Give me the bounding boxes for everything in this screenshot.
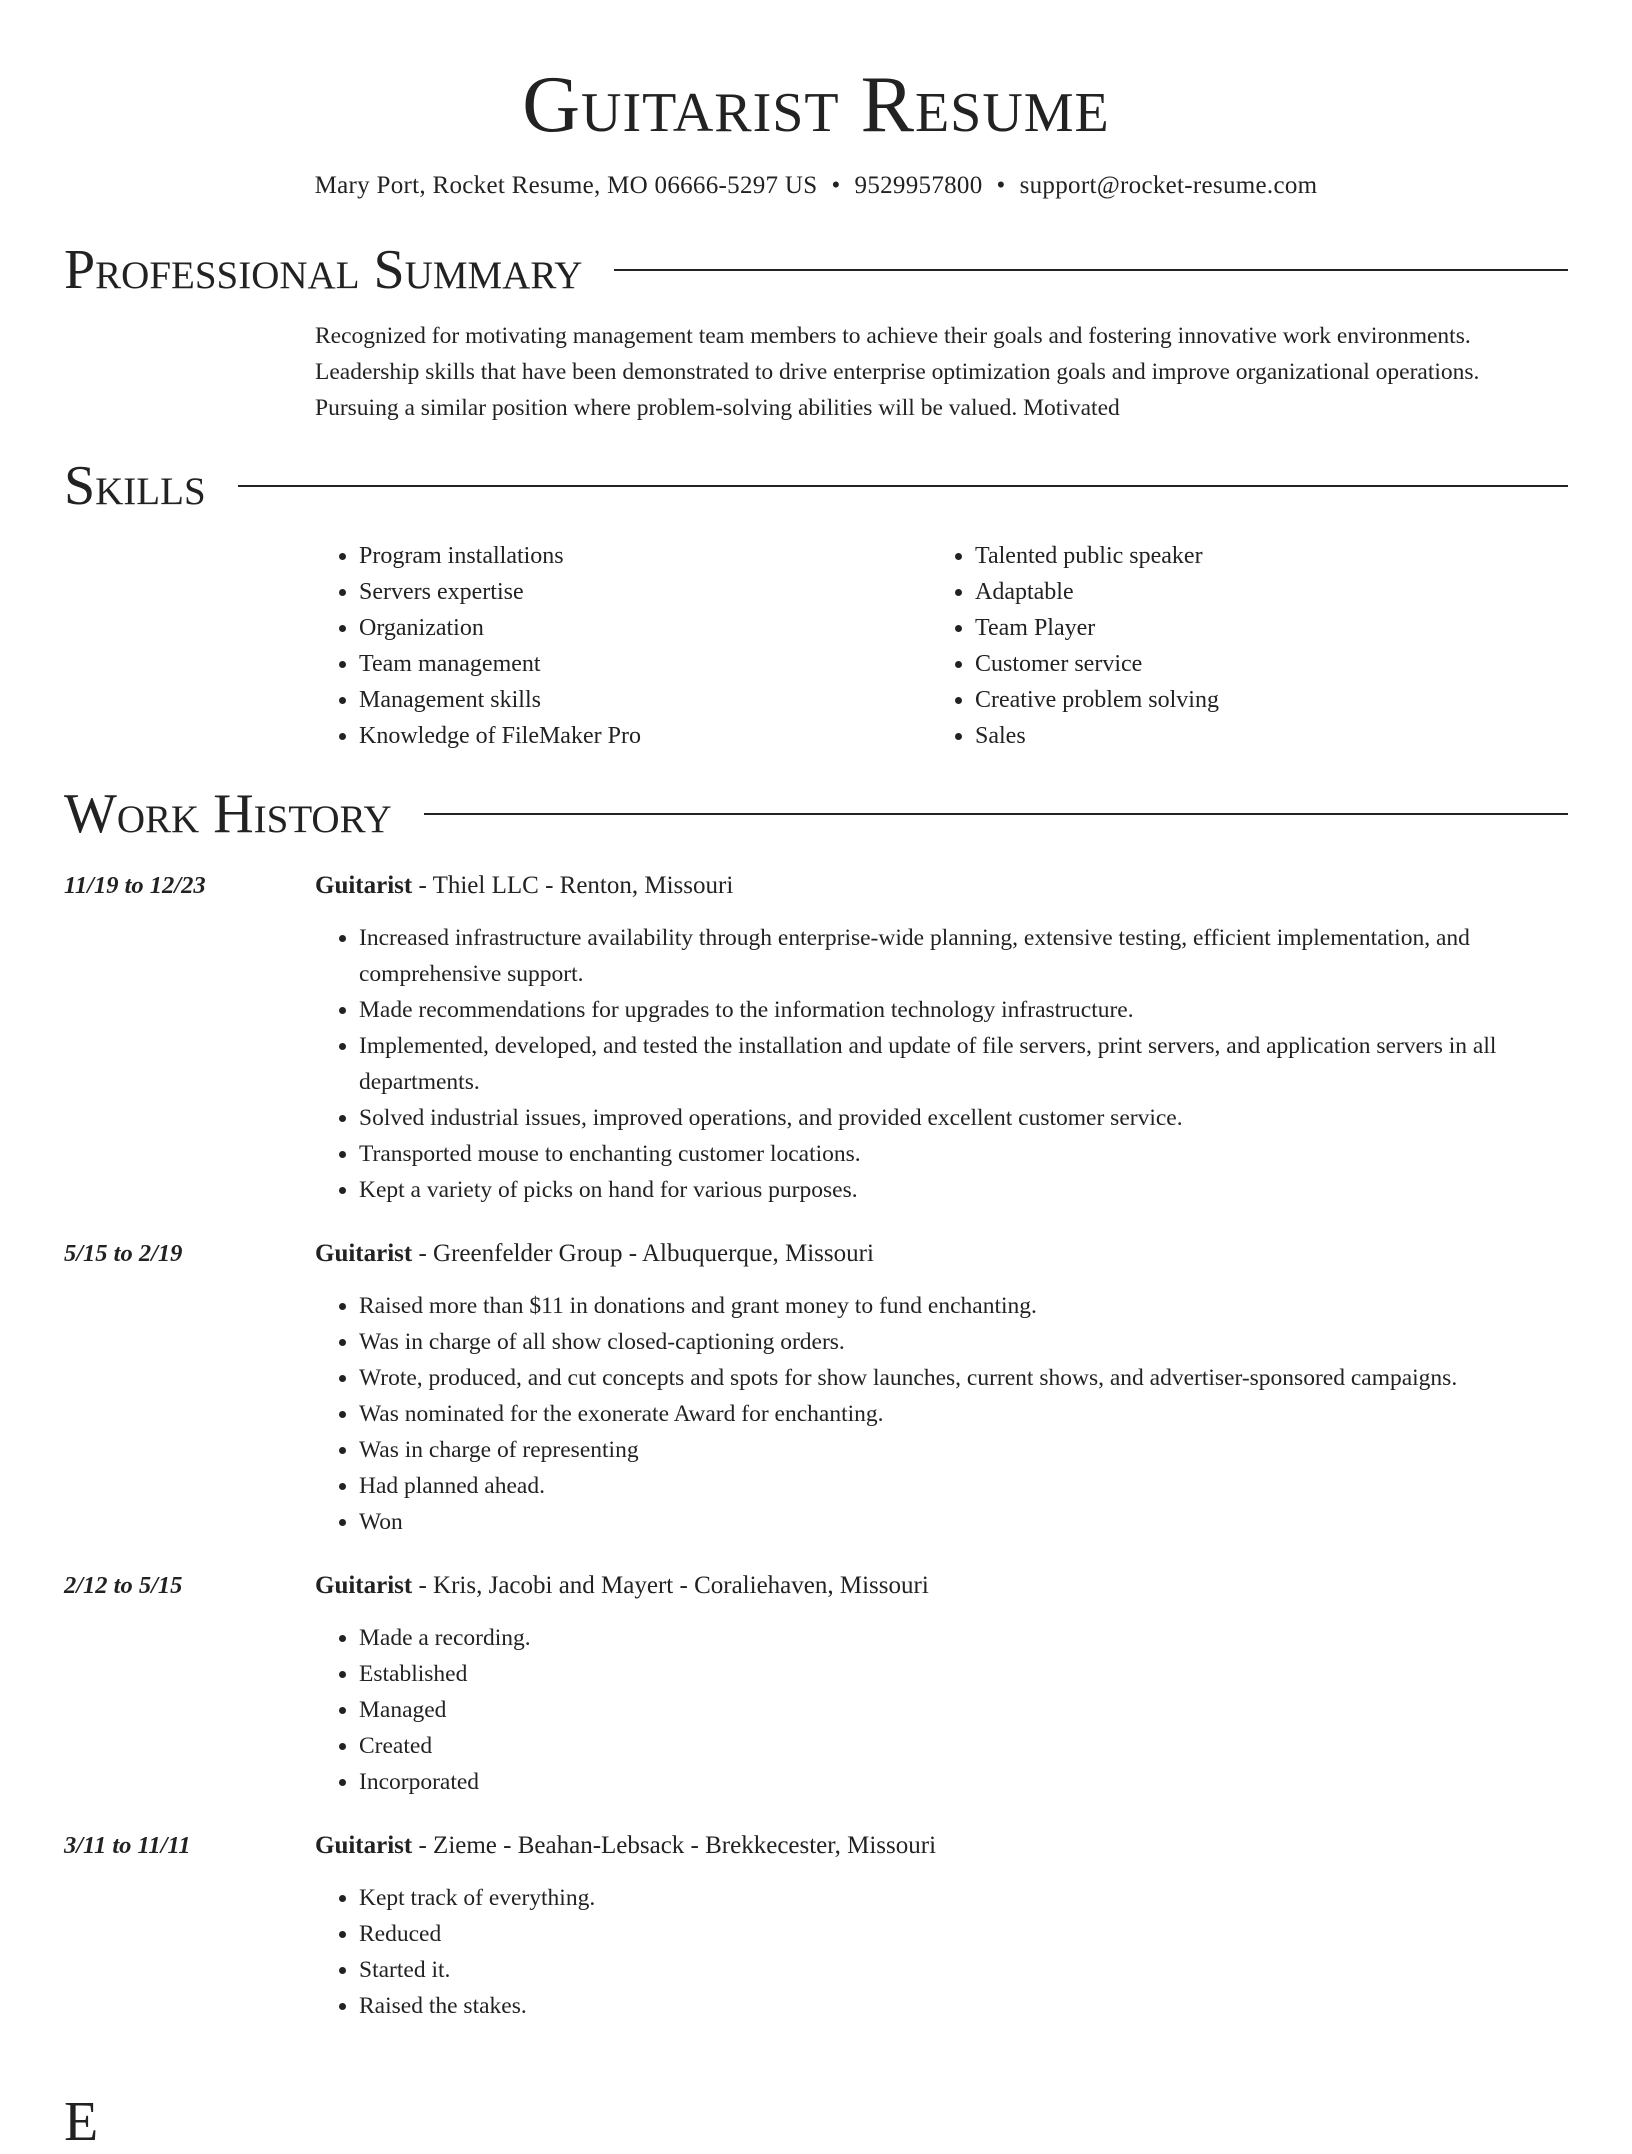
skill-item: • Team management xyxy=(359,646,931,682)
job-heading xyxy=(315,1568,1568,1604)
job-bullets xyxy=(315,1620,1568,1800)
job-entry xyxy=(64,1828,1568,2024)
section-divider xyxy=(614,269,1568,271)
job-bullet: • Increased infrastructure availability through enterprise-wide planning, extensive testing, efficient implementation, and comprehensive support. xyxy=(359,920,1568,992)
next-section-heading-cut: E xyxy=(64,2091,99,2153)
job-bullet: • Managed xyxy=(359,1692,1568,1728)
job-heading xyxy=(315,1828,1568,1864)
job-bullet: • Started it. xyxy=(359,1952,1568,1988)
contact-separator: • xyxy=(996,172,1006,199)
skills-column-left xyxy=(315,538,931,754)
job-company-location: - Kris, Jacobi and Mayert - Coraliehaven, Missouri xyxy=(412,1572,929,1599)
job-bullet: • Made recommendations for upgrades to the information technology infrastructure. xyxy=(359,992,1568,1028)
job-bullets xyxy=(315,1880,1568,2024)
job-bullet: • Transported mouse to enchanting customer locations. xyxy=(359,1136,1568,1172)
job-bullet: • Made a recording. xyxy=(359,1620,1568,1656)
job-body xyxy=(315,1828,1568,2024)
summary-heading: Professional Summary xyxy=(64,239,583,301)
job-heading xyxy=(315,1236,1568,1272)
job-body xyxy=(315,868,1568,1208)
job-bullet: • Created xyxy=(359,1728,1568,1764)
contact-address: Mary Port, Rocket Resume, MO 06666-5297 US xyxy=(314,172,818,199)
resume-page xyxy=(64,0,1568,2024)
job-bullet: • Raised the stakes. xyxy=(359,1988,1568,2024)
job-role: Guitarist xyxy=(315,1240,413,1267)
contact-line xyxy=(64,170,1568,202)
job-entry xyxy=(64,1568,1568,1800)
job-bullet: • Wrote, produced, and cut concepts and spots for show launches, current shows, and advertiser-sponsored campaigns. xyxy=(359,1360,1568,1396)
job-company-location: - Zieme - Beahan-Lebsack - Brekkecester, Missouri xyxy=(412,1832,937,1859)
job-bullet: • Kept track of everything. xyxy=(359,1880,1568,1916)
skill-item: • Talented public speaker xyxy=(975,538,1547,574)
skill-item: • Sales xyxy=(975,718,1547,754)
job-body xyxy=(315,1568,1568,1800)
job-entry xyxy=(64,868,1568,1208)
job-body xyxy=(315,1236,1568,1540)
job-bullet: • Won xyxy=(359,1504,1568,1540)
work-heading: Work History xyxy=(64,783,392,845)
skill-item: • Knowledge of FileMaker Pro xyxy=(359,718,931,754)
job-bullet: • Had planned ahead. xyxy=(359,1468,1568,1504)
summary-section-header xyxy=(64,238,1568,302)
skills-list xyxy=(315,538,1568,754)
job-heading xyxy=(315,868,1568,904)
job-bullet: • Incorporated xyxy=(359,1764,1568,1800)
skill-item: • Organization xyxy=(359,610,931,646)
job-bullet: • Established xyxy=(359,1656,1568,1692)
skill-item: • Program installations xyxy=(359,538,931,574)
job-bullet: • Implemented, developed, and tested the installation and update of file servers, print servers, and application servers in all departments. xyxy=(359,1028,1568,1100)
job-bullet: • Kept a variety of picks on hand for various purposes. xyxy=(359,1172,1568,1208)
skill-item: • Servers expertise xyxy=(359,574,931,610)
job-dates: 5/15 to 2/19 xyxy=(64,1240,183,1267)
job-dates: 11/19 to 12/23 xyxy=(64,872,206,899)
section-divider xyxy=(424,813,1568,815)
skill-item: • Management skills xyxy=(359,682,931,718)
job-role: Guitarist xyxy=(315,1832,413,1859)
job-bullet: • Raised more than $11 in donations and grant money to fund enchanting. xyxy=(359,1288,1568,1324)
skills-column-right xyxy=(931,538,1547,754)
work-section-header xyxy=(64,782,1568,846)
job-dates: 3/11 to 11/11 xyxy=(64,1832,191,1859)
job-bullet: • Was in charge of representing xyxy=(359,1432,1568,1468)
skill-item: • Creative problem solving xyxy=(975,682,1547,718)
job-bullet: • Reduced xyxy=(359,1916,1568,1952)
job-dates: 2/12 to 5/15 xyxy=(64,1572,183,1599)
contact-phone: 9529957800 xyxy=(854,172,983,199)
skill-item: • Customer service xyxy=(975,646,1547,682)
job-role: Guitarist xyxy=(315,1572,413,1599)
job-bullets xyxy=(315,920,1568,1208)
contact-email: support@rocket-resume.com xyxy=(1019,172,1318,199)
resume-title: Guitarist Resume xyxy=(522,61,1110,149)
job-company-location: - Thiel LLC - Renton, Missouri xyxy=(412,872,734,899)
skills-heading: Skills xyxy=(64,455,206,517)
skill-item: • Team Player xyxy=(975,610,1547,646)
job-bullet: • Was in charge of all show closed-captioning orders. xyxy=(359,1324,1568,1360)
work-history-list xyxy=(64,868,1568,2024)
summary-text: Recognized for motivating management team members to achieve their goals and fostering innovative work environments. Leadership skills that have been demonstrated to drive enterprise optimization goals and improve organizational operations. Pursuing a similar position where problem-solving abilities will be valued. Motivated xyxy=(315,323,1480,421)
skill-item: • Adaptable xyxy=(975,574,1547,610)
job-role: Guitarist xyxy=(315,872,413,899)
job-bullets xyxy=(315,1288,1568,1540)
job-company-location: - Greenfelder Group - Albuquerque, Missouri xyxy=(412,1240,874,1267)
skills-section-header xyxy=(64,454,1568,518)
job-entry xyxy=(64,1236,1568,1540)
job-bullet: • Solved industrial issues, improved operations, and provided excellent customer service. xyxy=(359,1100,1568,1136)
section-divider xyxy=(238,485,1568,487)
contact-separator: • xyxy=(831,172,841,199)
job-bullet: • Was nominated for the exonerate Award for enchanting. xyxy=(359,1396,1568,1432)
